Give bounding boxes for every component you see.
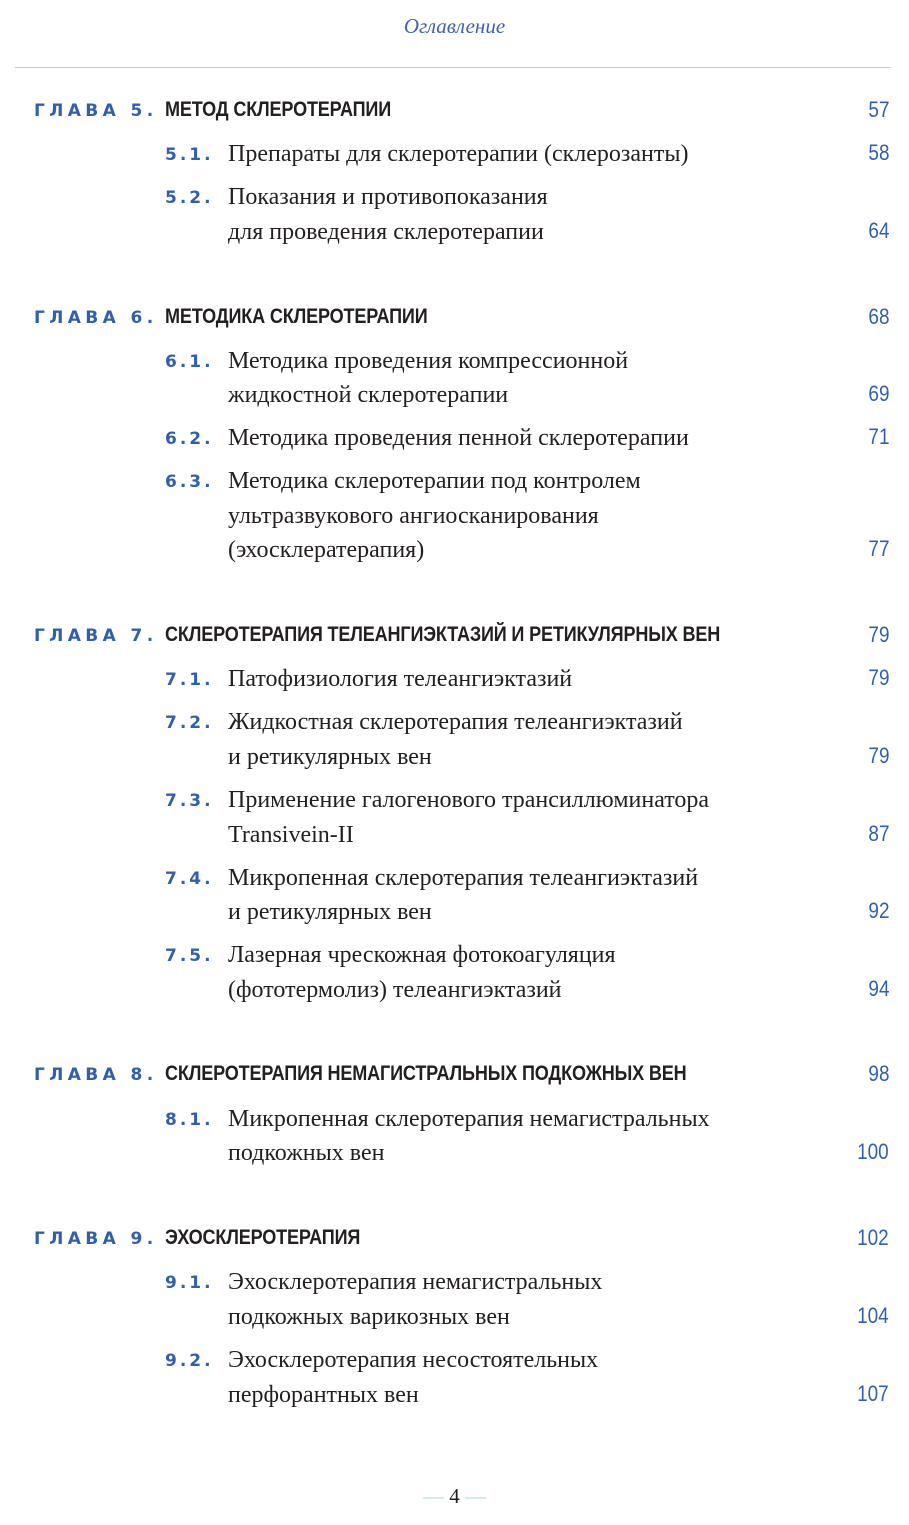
section-page-number: 87 — [867, 821, 889, 846]
section-page-number: 58 — [867, 140, 889, 165]
section-title-line: Микропенная склеротерапия телеангиэктазий — [228, 865, 699, 891]
section-page-number: 69 — [867, 381, 889, 406]
header-divider — [15, 67, 891, 68]
section-title-line: Эхосклеротерапия немагистральных — [228, 1269, 603, 1295]
section-title-line: ультразвукового ангиосканирования — [228, 503, 599, 529]
section-page-number: 64 — [867, 218, 889, 243]
section-title-line: Эхосклеротерапия несостоятельных — [228, 1347, 599, 1373]
section-title-line: Микропенная склеротерапия немагистральных — [228, 1106, 710, 1132]
footer-dash-right: — — [465, 1484, 486, 1508]
section-number: 5.2. — [165, 188, 214, 208]
chapter-title: ЭХОСКЛЕРОТЕРАПИЯ — [165, 1226, 361, 1249]
section-page-number: 79 — [867, 743, 889, 768]
section-title-line: Лазерная чрескожная фотокоагуляция — [228, 942, 616, 968]
section-title-line: жидкостной склеротерапии — [228, 382, 509, 408]
section-title-line: для проведения склеротерапии — [228, 219, 544, 245]
chapter-page-number: 68 — [867, 304, 889, 329]
section-number: 7.1. — [165, 670, 214, 690]
section-number: 7.4. — [165, 869, 214, 889]
chapter-label: ГЛАВА 5. — [34, 101, 158, 121]
chapter-label: ГЛАВА 7. — [34, 626, 158, 646]
section-title-line: Методика проведения пенной склеротерапии — [228, 425, 689, 451]
chapter-title: СКЛЕРОТЕРАПИЯ ТЕЛЕАНГИЭКТАЗИЙ И РЕТИКУЛЯРНЫХ ВЕН — [165, 623, 721, 646]
chapter-title: МЕТОД СКЛЕРОТЕРАПИИ — [165, 98, 392, 121]
section-title-line: Патофизиология телеангиэктазий — [228, 666, 573, 692]
section-number: 7.5. — [165, 946, 214, 966]
section-number: 7.3. — [165, 791, 214, 811]
chapter-label: ГЛАВА 8. — [34, 1065, 158, 1085]
chapter-title: СКЛЕРОТЕРАПИЯ НЕМАГИСТРАЛЬНЫХ ПОДКОЖНЫХ ВЕН — [165, 1062, 687, 1085]
section-title-line: Применение галогенового трансиллюминатора — [228, 787, 710, 813]
section-number: 5.1. — [165, 145, 214, 165]
chapter-label: ГЛАВА 6. — [34, 308, 158, 328]
section-title-line: Методика склеротерапии под контролем — [228, 468, 641, 494]
section-page-number: 77 — [867, 536, 889, 561]
section-page-number: 100 — [857, 1139, 889, 1164]
section-page-number: 79 — [867, 665, 889, 690]
section-page-number: 94 — [867, 976, 889, 1001]
section-number: 6.2. — [165, 429, 214, 449]
section-number: 6.3. — [165, 472, 214, 492]
section-title-line: (эхосклератерапия) — [228, 537, 425, 563]
chapter-label: ГЛАВА 9. — [34, 1229, 158, 1249]
footer-dash-left: — — [423, 1484, 444, 1508]
chapter-page-number: 57 — [867, 97, 889, 122]
chapter-page-number: 98 — [867, 1061, 889, 1086]
section-title-line: Transivein-II — [228, 822, 354, 848]
section-page-number: 92 — [867, 898, 889, 923]
section-title-line: и ретикулярных вен — [228, 744, 432, 770]
section-title-line: Показания и противопоказания — [228, 184, 548, 210]
section-page-number: 71 — [867, 424, 889, 449]
section-number: 7.2. — [165, 713, 214, 733]
chapter-page-number: 102 — [857, 1225, 889, 1250]
footer-page-number: 4 — [449, 1484, 460, 1508]
section-title-line: перфорантных вен — [228, 1382, 419, 1408]
chapter-page-number: 79 — [867, 622, 889, 647]
section-title-line: Жидкостная склеротерапия телеангиэктазий — [228, 709, 683, 735]
chapter-title: МЕТОДИКА СКЛЕРОТЕРАПИИ — [165, 305, 428, 328]
page-header-title: Оглавление — [403, 14, 506, 38]
section-title-line: (фототермолиз) телеангиэктазий — [228, 977, 562, 1003]
section-title-line: Методика проведения компрессионной — [228, 348, 629, 374]
section-page-number: 104 — [857, 1303, 889, 1328]
section-page-number: 107 — [857, 1381, 889, 1406]
section-number: 6.1. — [165, 352, 214, 372]
page-footer — [0, 1484, 909, 1509]
section-number: 9.1. — [165, 1273, 214, 1293]
section-title-line: Препараты для склеротерапии (склерозанты) — [228, 141, 689, 167]
section-title-line: и ретикулярных вен — [228, 899, 432, 925]
section-title-line: подкожных варикозных вен — [228, 1304, 510, 1330]
section-number: 8.1. — [165, 1110, 214, 1130]
section-number: 9.2. — [165, 1351, 214, 1371]
section-title-line: подкожных вен — [228, 1140, 385, 1166]
